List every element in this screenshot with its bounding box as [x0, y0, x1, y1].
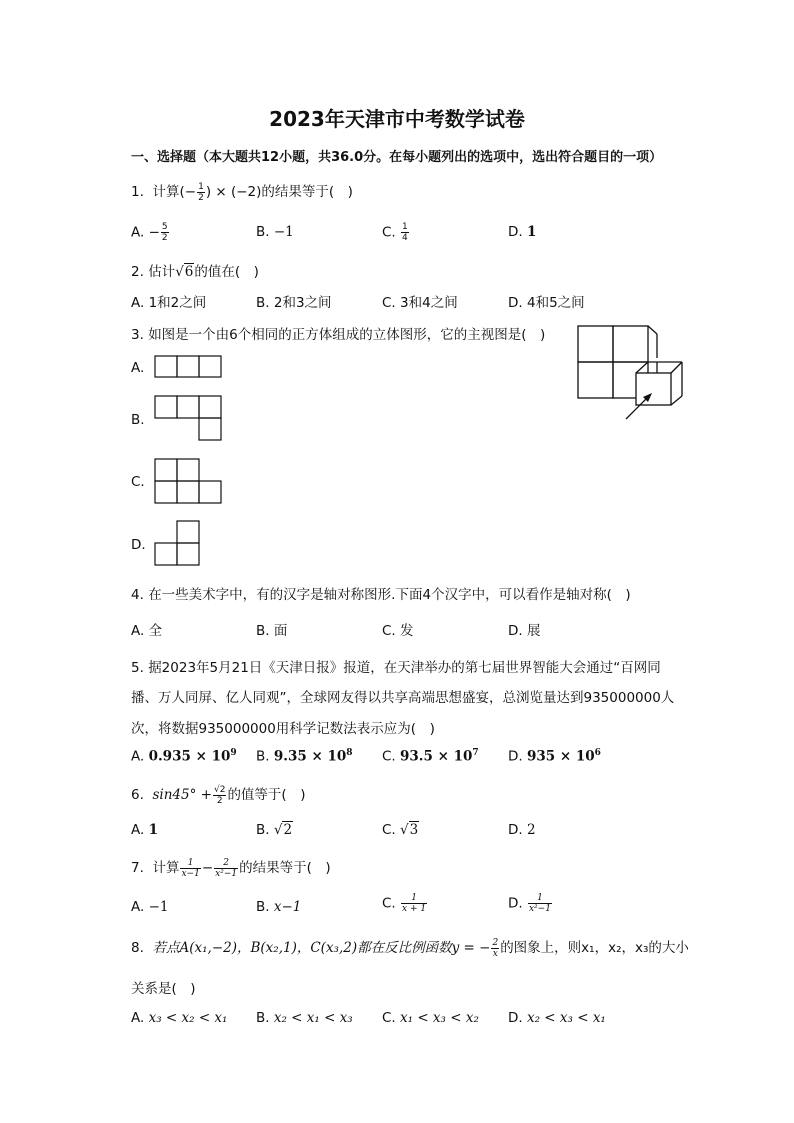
option-a[interactable]: A. −1 [131, 899, 169, 915]
option-b[interactable]: B. −1 [256, 224, 294, 240]
question-1 [131, 180, 353, 203]
option-c[interactable]: C. [131, 474, 145, 490]
option-d[interactable]: D. 4和5之间 [508, 295, 585, 311]
option-a[interactable]: A. 全 [131, 623, 163, 639]
option-c-figure [154, 458, 224, 505]
option-b[interactable]: B. x−1 [256, 899, 302, 915]
option-b[interactable]: B. x₂ < x₁ < x₃ [256, 1010, 353, 1026]
option-d[interactable]: D. 2 [508, 822, 536, 838]
fraction: $\frac{1}{2}$ [198, 181, 204, 203]
option-a[interactable]: A. $0.935 \times 10^9$ [131, 748, 237, 765]
question-8: 8. 若点A(x₁,−2)，B(x₂,1)，C(x₃,2)都在反比例函数y = − $\frac{2}{x}$ 的图象上，则x₁，x₂，x₃的大小 [131, 937, 689, 959]
option-d[interactable]: D. x₂ < x₃ < x₁ [508, 1010, 606, 1026]
option-c[interactable]: C. 3和4之间 [382, 295, 458, 311]
question-6: 6. sin45° + $\frac{√2}{2}$ 的值等于( ) [131, 784, 306, 806]
option-c[interactable]: C. $\frac{1}{x + 1}$ [382, 893, 427, 914]
option-b[interactable]: B. 2和3之间 [256, 295, 332, 311]
section-heading: 一、选择题（本大题共12小题，共36.0分。在每小题列出的选项中，选出符合题目的一项） [131, 150, 663, 165]
option-c[interactable]: C. 发 [382, 623, 414, 639]
option-d[interactable]: D. [131, 537, 146, 553]
option-a[interactable]: A. x₃ < x₂ < x₁ [131, 1010, 228, 1026]
option-d[interactable]: D. $\frac{1}{\text{x²−1}}$ [508, 893, 551, 914]
question-8-line2: 关系是( ) [131, 981, 196, 997]
option-c[interactable]: C. $93.5 \times 10^7$ [382, 748, 479, 765]
option-d[interactable]: D. 1 [508, 224, 537, 240]
option-d-figure [154, 520, 204, 567]
option-a[interactable]: A. [131, 360, 145, 376]
option-c[interactable]: C. √3 [382, 822, 419, 838]
question-5: 5. 据2023年5月21日《天津日报》报道，在天津举办的第七届世界智能大会通过“百网同 [131, 660, 661, 676]
question-5-line3: 次，将数据935000000用科学记数法表示应为( ) [131, 721, 435, 737]
option-a[interactable]: A. 1和2之间 [131, 295, 207, 311]
option-d[interactable]: D. $935 \times 10^6$ [508, 748, 601, 765]
option-b-figure [154, 395, 224, 442]
solid-figure [570, 322, 695, 422]
question-4: 4. 在一些美术字中，有的汉字是轴对称图形.下面4个汉字中，可以看作是轴对称( ) [131, 587, 631, 603]
q-text: ) × (−2)的结果等于( ) [205, 184, 353, 200]
option-c[interactable]: C. x₁ < x₃ < x₂ [382, 1010, 479, 1026]
q-text: 计算(− [152, 184, 197, 200]
option-b[interactable]: B. 面 [256, 623, 288, 639]
q-num: 1. [131, 184, 144, 200]
question-2: 2. 估计√6的值在( ) [131, 264, 259, 280]
option-b[interactable]: B. [131, 412, 145, 428]
option-a[interactable]: A. 1 [131, 822, 158, 838]
page-title: 2023年天津市中考数学试卷 [269, 107, 525, 131]
question-5-line2: 播、万人同屏、亿人同观”，全球网友得以共享高端思想盛宴，总浏览量达到935000000人 [131, 690, 675, 706]
option-a[interactable]: A. − $\frac{5}{2}$ [131, 222, 168, 243]
option-d[interactable]: D. 展 [508, 623, 541, 639]
option-b[interactable]: B. $9.35 \times 10^8$ [256, 748, 353, 765]
option-a-figure [154, 355, 224, 379]
question-7: 7. 计算 $\frac{1}{x-1}$ − $\frac{2}{\text{x²−1}}$ 的结果等于( ) [131, 857, 331, 879]
option-b[interactable]: B. √2 [256, 822, 293, 838]
question-3: 3. 如图是一个由6个相同的正方体组成的立体图形，它的主视图是( ) [131, 327, 546, 343]
option-c[interactable]: C. $\frac{1}{4}$ [382, 222, 408, 243]
